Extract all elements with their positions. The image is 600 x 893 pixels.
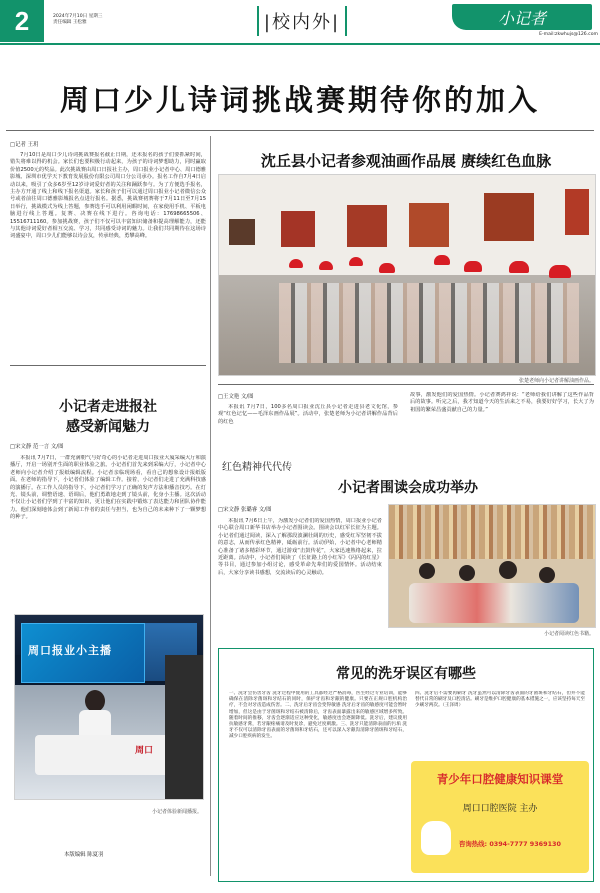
tooth-icon — [421, 821, 451, 855]
main-headline: 周口少儿诗词挑战赛期待你的加入 — [59, 83, 540, 117]
painting — [484, 193, 534, 241]
page-number: 2 — [0, 0, 44, 42]
child — [499, 561, 517, 579]
painting — [409, 203, 449, 247]
station-logo: 周口 — [135, 746, 154, 756]
page-editor: 本版编辑 陈夏羽 — [64, 852, 104, 858]
article2-byline: □宋文静 范一言 文/图 — [10, 444, 64, 450]
article3-body-left: 本报讯 7月7日，100多名周口报业沈丘县小记者走进县老文化馆，参观“红色记忆——毛泽东画作品展”。活动中，张楚老师为小记者讲解作品背后的红色 — [218, 404, 398, 425]
article4-kicker: 红色精神代代传 — [222, 462, 292, 473]
article1-byline: □记者 王玥 — [10, 142, 39, 148]
article3-title: 沈丘县小记者参观油画作品展 赓续红色血脉 — [260, 152, 552, 170]
health-info-box — [218, 648, 594, 882]
article4-photo-caption: 小记者阅读红色书籍。 — [543, 631, 594, 637]
article2-title-line1: 小记者走进报社 — [59, 399, 157, 415]
screen-text: 周口报业小主播 — [28, 644, 112, 657]
bookshelf — [389, 505, 595, 559]
divider — [218, 384, 594, 385]
painting — [347, 205, 387, 247]
article4-body: 本报讯 7月6日上午，为激发小记者们的爱国热情，周口报业小记者中心联合周口新华书店举办小记者围读会。围读会以红军长征为主题。小记者们通过阅读，深入了解那段波澜壮阔的历史，感受红军坚韧不拔的意志，从而传承红色精神，砥砺前行。活动伊始，小记者中心老师精心准备了诸多精彩环节，通过游戏“击鼓传花”，大家迅速熟络起来，拉近距离。活动中，小记者们阅读了《长征路上的小红军》《闪闪的红星》等书目，通过参加小组讨论，感受革命先辈们的爱国情怀。活动结束后，大家分享读书感想，交流读后的心灵触动。 — [218, 518, 382, 576]
child — [459, 565, 475, 581]
red-caps-row — [259, 255, 579, 267]
divider — [6, 130, 594, 131]
header-rule — [0, 43, 600, 45]
health-box-title: 常见的洗牙误区有哪些 — [336, 666, 476, 682]
painting — [229, 219, 255, 245]
banner-title: 青少年口腔健康知识课堂 — [436, 772, 564, 786]
child-anchor — [85, 690, 105, 712]
brand-logo: 小记者 — [452, 4, 592, 30]
banner-sponsor: 周口口腔医院 主办 — [462, 804, 538, 814]
article2-photo-caption: 小记者体验新闻播报。 — [151, 809, 202, 815]
article2-body: 本报讯 7月7日，一群充满朝气与好奇心的小记者走进周口报业大厦采编大厅和演播厅，开启一场别开生面的职业体验之旅。小记者们首先来到采编大厅，小记者中心老师向小记者介绍了报纸编辑流程。小记者亲临现场看，看自己的想象设计报纸版面。在老师的指导下，小记者们体验了编辑工作。接着，小记者们走进了充满科技感的演播厅。在工作人员的指导下，小记者们学习了正确的发声方法和播音技巧。在灯光、镜头前，调整语速、语调后，他们勇敢地走到了镜头前，化身小主播。这次活动不仅让小记者们学到了丰富的知识，更让他们在实践中锻炼了表达能力和团队协作能力。他们深刻地体会到了新闻工作者的责任与担当，也为自己的未来种下了一颗梦想的种子。 — [10, 455, 206, 521]
child — [419, 563, 435, 579]
photo-broadcast-studio — [14, 614, 204, 800]
child — [539, 567, 555, 583]
painting — [281, 211, 315, 247]
painting — [565, 189, 589, 235]
article3-body-right: 故事，激发他们的爱国热情。小记者赛鸿祥说：“老师给我们讲解了这些作品背后的故事。听完之后，我才知道今天的生活来之不易，我要好好学习，长大了为祖国的繁荣昌盛贡献自己的力量。” — [410, 392, 594, 413]
banner-hotline: 咨询热线: 0394-7777 9369130 — [459, 840, 561, 848]
health-box-left-text: 一、洗牙会伤害牙齿 洗牙过程中使用的工具都经过严格消毒，医生经过专业培训，能够确保在清除牙菌斑和牙结石的同时，保护牙齿和牙龈的健康。只要在正规口腔机构治疗，不会对牙齿造成伤害。二、洗牙后牙齿会变得敏感 洗牙后牙齿的敏感度可能会暂时增加，但这是由于牙菌斑和牙结石被清除后，牙齿表面暴露出来的敏感区域增多所致。随着时间的推移，牙齿会逐渐适应这种变化，敏感度也会逐渐降低。洗牙后，建议使用抗敏感牙膏，若牙龈疼痛请及时复诊，避免过度刺激。三、洗牙只能清除表面的污垢 洗牙不仅可以清除牙齿表面的牙菌斑和牙结石，还可以深入牙龈沟清除牙菌斑和牙结石，减少口腔疾病的发生。 — [229, 691, 407, 740]
photo-reading-session — [388, 504, 596, 628]
date-line: 2024年7月10日 星期三 — [53, 14, 103, 19]
article2-title-line2: 感受新闻魅力 — [66, 419, 150, 435]
article3-byline: □王文艳 文/图 — [218, 394, 254, 400]
health-box-right-text: 四、洗牙后不需要再刷牙 洗牙虽然可以清除牙齿表面的牙菌斑和牙结石，但并不能替代日常的刷牙及口腔清洁。刷牙是维护口腔健康的基本措施之一，应该坚持每天至少刷牙两次。（王泽周） — [415, 691, 585, 709]
oral-health-banner — [411, 761, 589, 873]
section-tag: |校内外| — [257, 6, 347, 36]
article4-title: 小记者围读会成功举办 — [338, 480, 478, 496]
editor-line: 责任编辑 王松雅 — [53, 20, 87, 26]
article3-photo-caption: 张楚老师向小记者讲解油画作品。 — [518, 378, 594, 384]
photo-oil-painting-exhibit — [218, 174, 596, 376]
studio-screen — [21, 623, 145, 683]
header-meta — [53, 14, 173, 26]
column-divider — [210, 136, 211, 876]
article4-byline: □宋文静 张璐睿 文/图 — [218, 507, 272, 513]
email-address: E-mail:zkwhujs@126.com — [539, 32, 598, 37]
divider — [10, 365, 206, 366]
article1-body: 7月10日是周口少儿诗词挑战赛报名截止日期，还未报名的孩子们要抓紧时间，错失将难以得的机会。家长们也要积极行动起来，为孩子的诗词梦想助力，同时赢取价值2500元的奖品。此次挑战赛由周口日报社主办，周口报业小记者中心、周口德雅影城、深圳市优学天下教育发展股份有限公司周口分公司承办。报名工作自7月4日启动以来，吸引了众多6岁至12岁诗词爱好者的关注和踊跃参与。为了方便选手报名，主办方开通了线上和线下报名渠道。家长和孩子们可以通过周口报业小记者微信公众号或者前往周口德雅影城报名点进行报名。据悉，挑战赛初赛将于7月11日至7月15日举行，挑战模式为线上答题，参赛选手可以利用闲暇时间，在家使用手机、平板电脑进行线上答题。复赛、决赛在线下进行。咨询电话：17698665506、15516711160。参加挑战赛，孩子们不仅可以丰富知识储备和提高理解能力，还能与其他诗词爱好者相互交流、学习，共同感受诗词的魅力。让我们共同期待在这场诗词盛宴中，周口少儿们能够以诗会友，传承经典，勇攀高峰。 — [10, 152, 206, 240]
